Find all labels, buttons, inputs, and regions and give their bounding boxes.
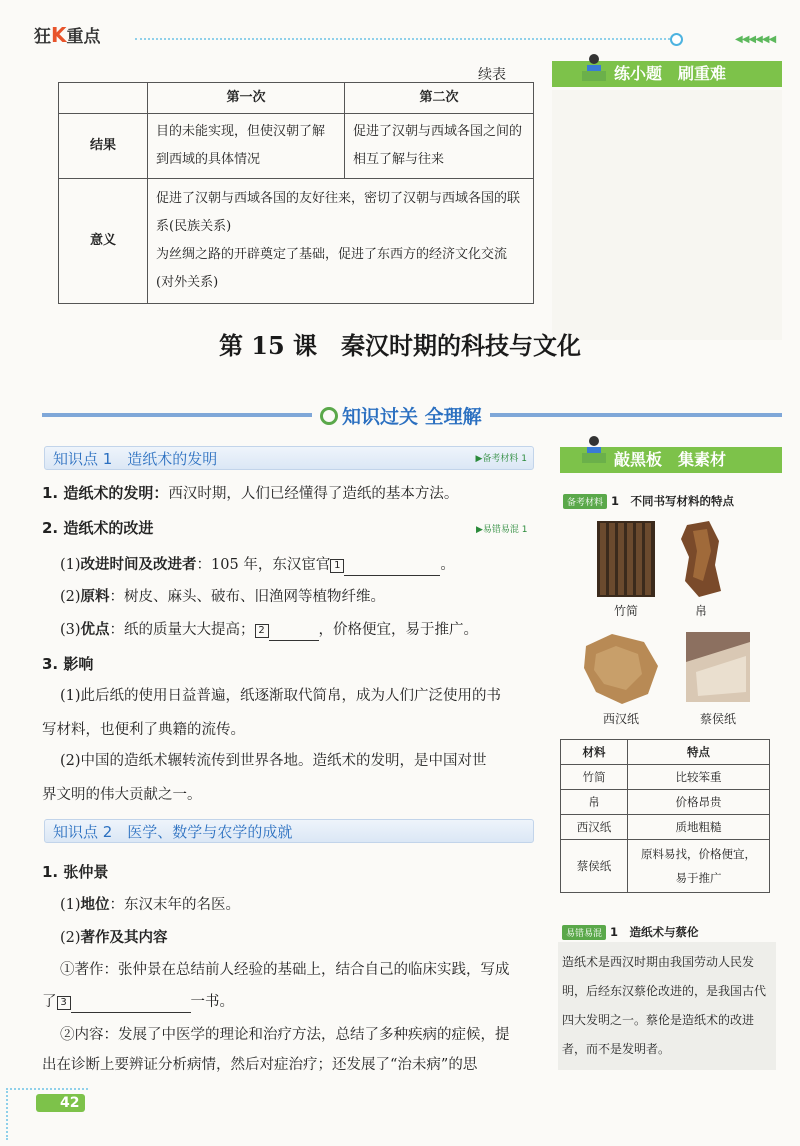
raw-materials-line: (2)原料：树皮、麻头、破布、旧渔网等植物纤维。 xyxy=(60,589,386,605)
answer-blank-2[interactable] xyxy=(269,620,319,641)
impact-line: (1)此后纸的使用日益普遍，纸逐渐取代简帛，成为人们广泛使用的书 xyxy=(60,688,502,704)
status-line: (1)地位：东汉末年的名医。 xyxy=(60,897,241,913)
table-row xyxy=(561,765,770,790)
material-cell: 西汉纸 xyxy=(561,815,628,840)
material-cell: 帛 xyxy=(561,790,628,815)
feature-cell: 质地粗糙 xyxy=(628,815,770,840)
note-line: 明，后经东汉蔡伦改进的，是我国古代 xyxy=(562,984,767,998)
knowledge-point-2-bar xyxy=(44,819,534,843)
material-ref-link[interactable]: ▶备考材料 1 xyxy=(475,454,527,464)
teacher-icon xyxy=(582,435,606,465)
significance-cell xyxy=(148,179,534,304)
row-header-significance: 意义 xyxy=(59,179,148,304)
header-arrows-icon: ◀◀◀◀◀◀ xyxy=(735,34,776,45)
significance-line-1: 促进了汉朝与西域各国的友好往来，密切了汉朝与西域各国的联系(民族关系) xyxy=(156,191,521,234)
table-corner-cell xyxy=(59,83,148,114)
note-line: 造纸术是西汉时期由我国劳动人民发 xyxy=(562,955,755,969)
works-line: ①著作：张仲景在总结前人经验的基础上，结合自己的临床实践，写成 xyxy=(60,962,510,978)
expedition-table xyxy=(58,82,534,304)
knowledge-point-1-title: 知识点 1 造纸术的发明 xyxy=(53,450,218,468)
feature-cell: 比较笨重 xyxy=(628,765,770,790)
note-heading: 易错易混 1 造纸术与蔡伦 xyxy=(562,924,699,940)
practice-blank-area xyxy=(552,90,782,340)
result-second-cell: 促进了汉朝与西域各国之间的相互了解与往来 xyxy=(345,114,534,179)
advantages-line: (3)优点：纸的质量大大提高； 2 ，价格便宜，易于推广。 xyxy=(60,620,478,641)
practice-banner-label: 练小题 刷重难 xyxy=(552,61,782,87)
knowledge-point-2-title: 知识点 2 医学、数学与农学的成就 xyxy=(53,823,293,841)
page-number: 42 xyxy=(36,1094,85,1112)
materials-banner xyxy=(560,447,782,473)
material-cell: 蔡侯纸 xyxy=(561,840,628,893)
impact-line: 写材料，也便利了典籍的流传。 xyxy=(42,722,245,738)
caption-silk: 帛 xyxy=(694,604,707,618)
blank-number-2: 2 xyxy=(255,624,269,638)
material-tag: 备考材料 xyxy=(563,494,607,509)
answer-blank-1[interactable] xyxy=(344,555,440,576)
works-heading-line: (2)著作及其内容 xyxy=(60,930,168,946)
answer-blank-3[interactable] xyxy=(71,992,191,1013)
table-header-row xyxy=(59,83,534,114)
blank-number-3: 3 xyxy=(57,996,71,1010)
row-header-result: 结果 xyxy=(59,114,148,179)
header-dotted-line xyxy=(135,38,670,40)
bamboo-slips-image xyxy=(597,521,655,597)
improvement-time-line: (1)改进时间及改进者：105 年，东汉宦官 1 。 xyxy=(60,555,455,576)
material-cell: 竹简 xyxy=(561,765,628,790)
caption-bamboo: 竹简 xyxy=(613,604,638,618)
note-line: 四大发明之一。蔡伦是造纸术的改进 xyxy=(562,1013,755,1027)
confusion-ref-link[interactable]: ▶易错易混 1 xyxy=(476,525,528,535)
point-2-heading: 2. 造纸术的改进 xyxy=(42,519,154,537)
practice-banner xyxy=(552,61,782,87)
point-3-heading: 3. 影响 xyxy=(42,655,94,673)
table-row xyxy=(59,114,534,179)
content-line: ②内容：发展了中医学的理论和治疗方法，总结了多种疾病的症候，提 xyxy=(60,1027,510,1043)
blank-number-1: 1 xyxy=(330,559,344,573)
feature-cell: 原料易找，价格便宜， 易于推广 xyxy=(628,840,770,893)
confusion-tag: 易错易混 xyxy=(562,925,606,940)
knowledge-point-1-bar xyxy=(44,446,534,470)
col-header-second: 第二次 xyxy=(345,83,534,114)
caption-western-han-paper: 西汉纸 xyxy=(602,712,639,726)
table-row xyxy=(561,840,770,893)
result-first-cell: 目的未能实现，但使汉朝了解到西域的具体情况 xyxy=(148,114,345,179)
cai-hou-paper-image xyxy=(686,632,750,702)
col-header-material: 材料 xyxy=(561,740,628,765)
works-line-2: 了 3 一书。 xyxy=(42,992,234,1013)
caption-cai-hou-paper: 蔡侯纸 xyxy=(699,712,736,726)
materials-banner-label: 敲黑板 集素材 xyxy=(560,447,782,473)
materials-feature-table xyxy=(560,739,770,893)
content-line: 出在诊断上要辨证分析病情，然后对症治疗；还发展了“治未病”的思 xyxy=(42,1057,478,1073)
significance-line-2: 为丝绸之路的开辟奠定了基础，促进了东西方的经济文化交流(对外关系) xyxy=(156,247,508,290)
silk-image xyxy=(679,521,723,597)
lesson-title: 第 15 课 秦汉时期的科技与文化 xyxy=(218,331,582,360)
table-header-row xyxy=(561,740,770,765)
western-han-paper-image xyxy=(582,632,660,706)
table-continued-label: 续表 xyxy=(478,67,506,83)
table-row xyxy=(59,179,534,304)
materials-heading: 备考材料 1 不同书写材料的特点 xyxy=(563,493,734,509)
table-row xyxy=(561,815,770,840)
section-title: 知识过关 全理解 xyxy=(312,402,490,429)
teacher-icon xyxy=(582,53,606,83)
header-circle-icon xyxy=(670,33,683,46)
col-header-first: 第一次 xyxy=(148,83,345,114)
feature-cell: 价格昂贵 xyxy=(628,790,770,815)
col-header-feature: 特点 xyxy=(628,740,770,765)
table-row xyxy=(561,790,770,815)
impact-line: (2)中国的造纸术辗转流传到世界各地。造纸术的发明，是中国对世 xyxy=(60,753,487,769)
impact-line: 界文明的伟大贡献之一。 xyxy=(42,787,202,803)
cycle-icon xyxy=(320,407,338,425)
note-line: 者，而不是发明者。 xyxy=(562,1042,671,1056)
brand-logo: 狂K重点 xyxy=(34,23,101,47)
zhang-zhongjing-heading: 1. 张仲景 xyxy=(42,863,109,881)
note-box xyxy=(558,942,776,1070)
point-1-heading: 1. 造纸术的发明：西汉时期，人们已经懂得了造纸的基本方法。 xyxy=(42,484,459,502)
